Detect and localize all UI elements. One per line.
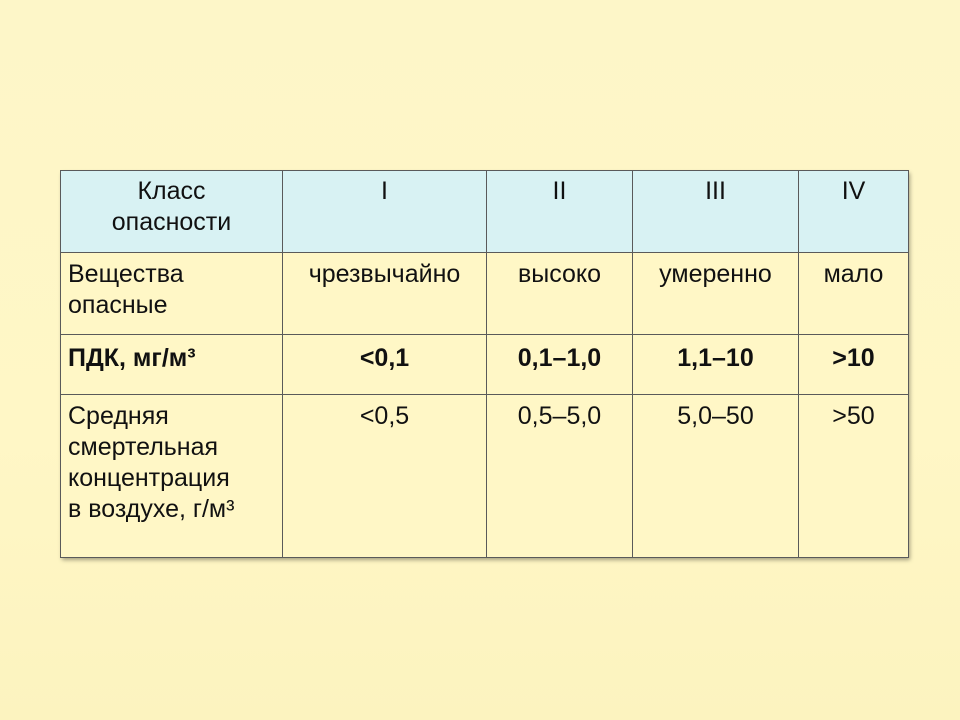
table-cell: >10 [799,335,909,395]
table-cell: высоко [487,253,633,335]
table-cell: 1,1–10 [633,335,799,395]
header-class-3: III [633,171,799,253]
header-label-line1: Класс [137,177,206,205]
table-cell: >50 [799,395,909,558]
row-label-cell [61,395,283,558]
header-label-cell [61,171,283,253]
table-cell: <0,1 [283,335,487,395]
row-label-line: Вещества [68,260,184,288]
header-class-1: I [283,171,487,253]
row-label-line: ПДК, мг/м³ [68,344,196,372]
row-label-line: смертельная [68,433,219,461]
table-cell: чрезвычайно [283,253,487,335]
table-cell: 0,5–5,0 [487,395,633,558]
table-cell: 0,1–1,0 [487,335,633,395]
header-row [61,171,909,253]
row-label-line: Средняя [68,402,169,430]
header-class-2: II [487,171,633,253]
hazard-class-table [60,170,909,558]
row-label-line: в воздухе, г/м³ [68,495,235,523]
table-row-lethal-concentration [61,395,909,558]
row-label-cell [61,335,283,395]
table-cell: умеренно [633,253,799,335]
row-label-line: опасные [68,291,168,319]
header-class-4: IV [799,171,909,253]
hazard-class-table-container [60,170,908,557]
table-cell: мало [799,253,909,335]
table-cell: 5,0–50 [633,395,799,558]
row-label-line: концентрация [68,464,230,492]
header-label-line2: опасности [111,208,232,236]
table-row-mac [61,335,909,395]
table-cell: <0,5 [283,395,487,558]
table-row-danger-level [61,253,909,335]
row-label-cell [61,253,283,335]
